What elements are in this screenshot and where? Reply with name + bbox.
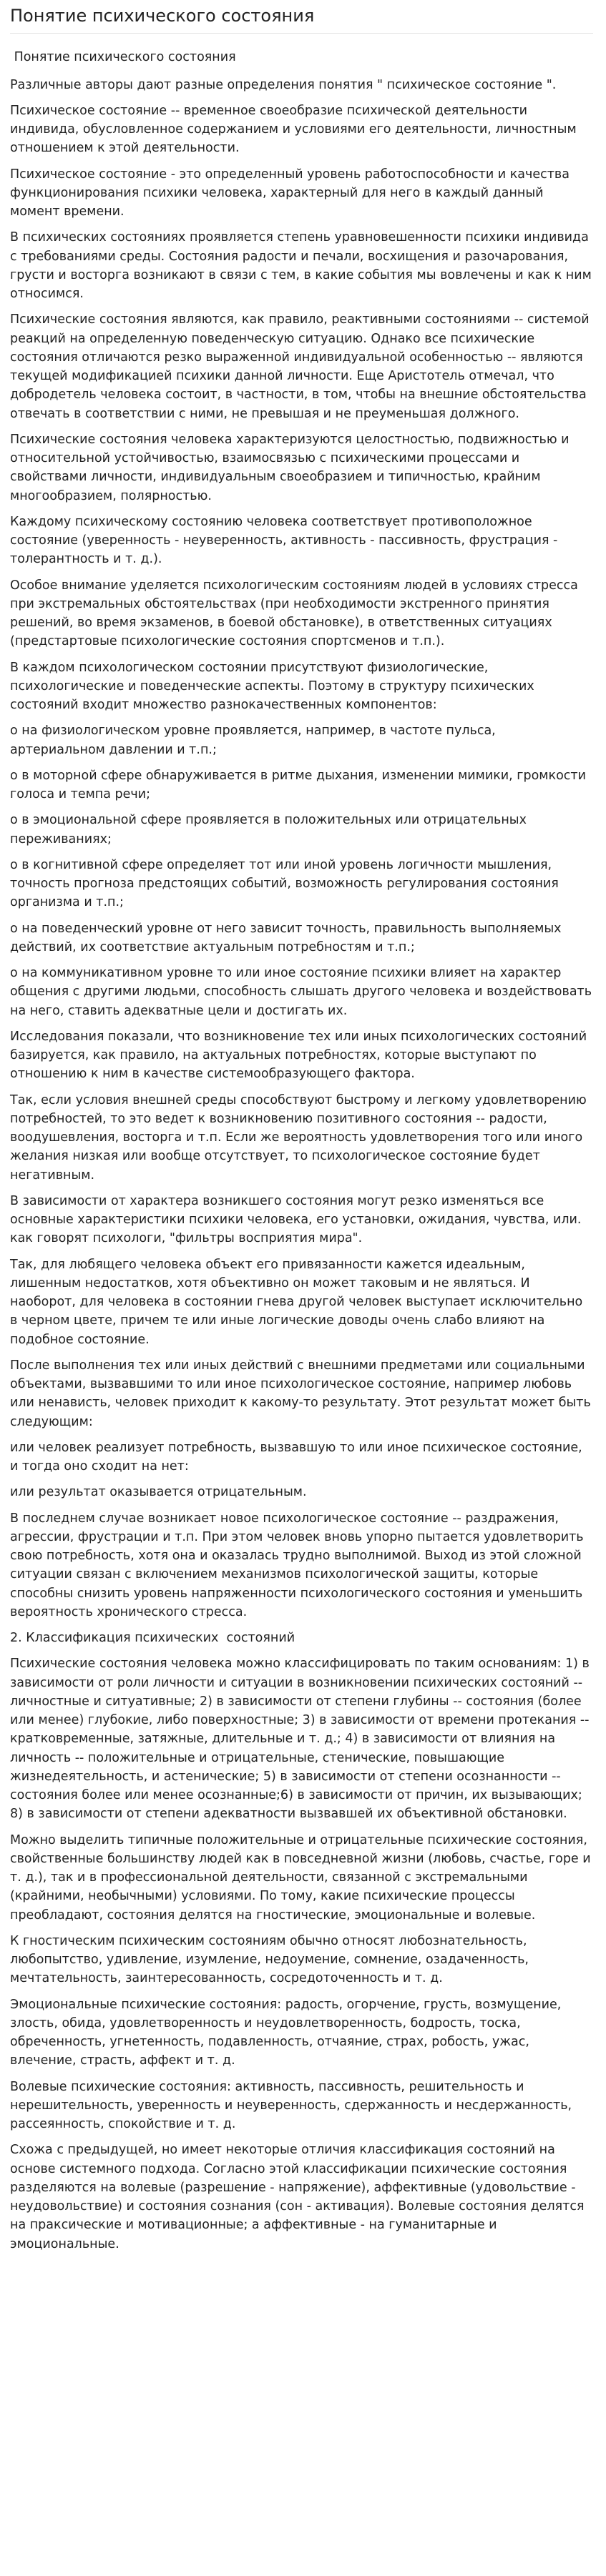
paragraph: Психическое состояние -- временное своеобразие психической деятельности индивида, обусловленное содержанием и условиями его деятельности, личностным отношением к этой деятельности. bbox=[10, 103, 577, 156]
paragraph: или человек реализует потребность, вызвавшую то или иное психическое состояние, и тогда оно сходит на нет: bbox=[10, 1440, 582, 1474]
paragraph: Волевые психические состояния: активность, пассивность, решительность и нерешительность, уверенность и неуверенность, сдержанность и несдержанность, рассеянность, спокойствие и т. д. bbox=[10, 2079, 572, 2132]
list-item: o в когнитивной сфере определяет тот или иной уровень логичности мышления, точность прогноза предстоящих событий, возможность регулирования состояния организма и т.п.; bbox=[10, 857, 559, 910]
paragraph: Психические состояния человека характеризуются целостностью, подвижностью и относительной устойчивостью, взаимосвязью с психическими процессами и свойствами личности, индивидуальным своеобразием и типичностью, крайним многообразием, полярностью. bbox=[10, 432, 570, 503]
paragraph: Исследования показали, что возникновение тех или иных психологических состояний базируется, как правило, на актуальных потребностях, которые выступают по отношению к ним в качестве системообразующего фактора. bbox=[10, 1029, 587, 1082]
paragraph: Так, если условия внешней среды способствуют быстрому и легкому удовлетворению потребностей, то это ведет к возникновению позитивного состояния -- радости, воодушевления, восторга и т.п. Если же вероятность удовлетворения того или иного желания низкая или вообще отсутствует, то психологическое состояние будет негативным. bbox=[10, 1092, 587, 1183]
list-item: o на поведенческий уровне от него зависит точность, правильность выполняемых действий, их соответствие актуальным потребностям и т.п.; bbox=[10, 921, 562, 954]
article-subtitle: Понятие психического состояния bbox=[10, 50, 236, 65]
paragraph: В каждом психологическом состоянии присутствуют физиологические, психологические и поведенческие аспекты. Поэтому в структуру психических состояний входит множество разнокачественных компонентов: bbox=[10, 660, 534, 713]
paragraph: Схожа с предыдущей, но имеет некоторые отличия классификация состояний на основе системного подхода. Согласно этой классификации психические состояния разделяются на волевые (разрешение - напряжение), аффективные (удовольствие - неудовольствие) и состояния сознания (сон - активация). Волевые состояния делятся на праксические и мотивационные; а аффективные - на гуманитарные и эмоциональные. bbox=[10, 2143, 585, 2251]
section-heading: 2. Классификация психических состояний bbox=[10, 1631, 295, 1646]
article-body bbox=[10, 48, 593, 2254]
paragraph: Эмоциональные психические состояния: радость, огорчение, грусть, возмущение, злость, обида, удовлетворенность и неудовлетворенность, бодрость, тоска, обреченность, угнетенность, подавленность, отчаяние, страх, робость, ужас, влечение, страсть, аффект и т. д. bbox=[10, 1997, 562, 2068]
list-item: o на физиологическом уровне проявляется, например, в частоте пульса, артериальном давлении и т.п.; bbox=[10, 724, 496, 757]
paragraph: В последнем случае возникает новое психологическое состояние -- раздражения, агрессии, фрустрации и т.п. При этом человек вновь упорно пытается удовлетворить свою потребность, хотя она и оказалась трудно выполнимой. Выход из этой сложной ситуации связан с включением механизмов психологической защиты, которые способны снизить уровень напряженности психологического состояния и уменьшить вероятность хронического стресса. bbox=[10, 1511, 584, 1619]
list-item: o на коммуникативном уровне то или иное состояние психики влияет на характер общения с другими людьми, способность слышать другого человека и воздействовать на него, ставить адекватные цели и достигать их. bbox=[10, 966, 592, 1018]
paragraph: В психических состояниях проявляется степень уравновешенности психики индивида с требованиями среды. Состояния радости и печали, восхищения и разочарования, грусти и восторга возникают в связи с тем, в какие события мы вовлечены и как к ним относимся. bbox=[10, 230, 592, 302]
paragraph: Различные авторы дают разные определения понятия " психическое состояние ". bbox=[10, 77, 557, 92]
paragraph: или результат оказывается отрицательным. bbox=[10, 1485, 307, 1500]
list-item: o в моторной сфере обнаруживается в ритме дыхания, изменении мимики, громкости голоса и темпа речи; bbox=[10, 768, 586, 802]
page-title: Понятие психического состояния bbox=[10, 4, 593, 34]
paragraph: Каждому психическому состоянию человека соответствует противоположное состояние (уверенность - неуверенность, активность - пассивность, фрустрация - толерантность и т. д.). bbox=[10, 514, 558, 567]
paragraph: К гностическим психическим состояниям обычно относят любознательность, любопытство, удивление, изумление, недоумение, сомнение, озадаченность, мечтательность, заинтересованность, сосредоточенность и т. д. bbox=[10, 1933, 529, 1986]
paragraph: После выполнения тех или иных действий с внешними предметами или социальными объектами, вызвавшими то или иное психологическое состояние, например любовь или ненависть, человек приходит к какому-то результату. Этот результат может быть следующим: bbox=[10, 1358, 591, 1429]
paragraph: Особое внимание уделяется психологическим состояниям людей в условиях стресса при экстремальных обстоятельствах (при необходимости экстренного принятия решений, во время экзаменов, в боевой обстановке), в ответственных ситуациях (предстартовые психологические состояния спортсменов и т.п.). bbox=[10, 578, 578, 649]
paragraph: Можно выделить типичные положительные и отрицательные психические состояния, свойственные большинству людей как в повседневной жизни (любовь, счастье, горе и т. д.), так и в профессиональной деятельности, связанной с экстремальными (крайними, необычными) условиями. По тому, какие психические процессы преобладают, состояния делятся на гностические, эмоциональные и волевые. bbox=[10, 1832, 591, 1923]
list-item: o в эмоциональной сфере проявляется в положительных или отрицательных переживаниях; bbox=[10, 813, 527, 847]
paragraph: Психическое состояние - это определенный уровень работоспособности и качества функционирования психики человека, характерный для него в каждый данный момент времени. bbox=[10, 167, 570, 219]
paragraph: Психические состояния являются, как правило, реактивными состояниями -- системой реакций на определенную поведенческую ситуацию. Однако все психические состояния отличаются резко выраженной индивидуальной особенностью -- являются текущей модификацией психики данной личности. Еще Аристотель отмечал, что добродетель человека состоит, в частности, в том, чтобы на внешние обстоятельства отвечать в соответствии с ними, не превышая и не преуменьшая должного. bbox=[10, 312, 590, 421]
paragraph: Психические состояния человека можно классифицировать по таким основаниям: 1) в зависимости от роли личности и ситуации в возникновении психических состояний -- личностные и ситуативные; 2) в зависимости от степени глубины -- состояния (более или менее) глубокие, либо поверхностные; 3) в зависимости от времени протекания -- кратковременные, затяжные, длительные и т. д.; 4) в зависимости от влияния на личность -- положительные и отрицательные, стенические, повышающие жизнедеятельность, и астенические; 5) в зависимости от степени осознанности -- состояния более или менее осознанные;6) в зависимости от причин, их вызывающих; 8) в зависимости от степени адекватности вызвавшей их объективной обстановки. bbox=[10, 1657, 590, 1822]
paragraph: Так, для любящего человека объект его привязанности кажется идеальным, лишенным недостатков, хотя объективно он может таковым и не являться. И наоборот, для человека в состоянии гнева другой человек выступает исключительно в черном цвете, причем те или иные логические доводы очень слабо влияют на подобное состояние. bbox=[10, 1257, 583, 1347]
paragraph: В зависимости от характера возникшего состояния могут резко изменяться все основные характеристики психики человека, его установки, ожидания, чувства, или. как говорят психологи, "фильтры восприятия мира". bbox=[10, 1193, 582, 1246]
